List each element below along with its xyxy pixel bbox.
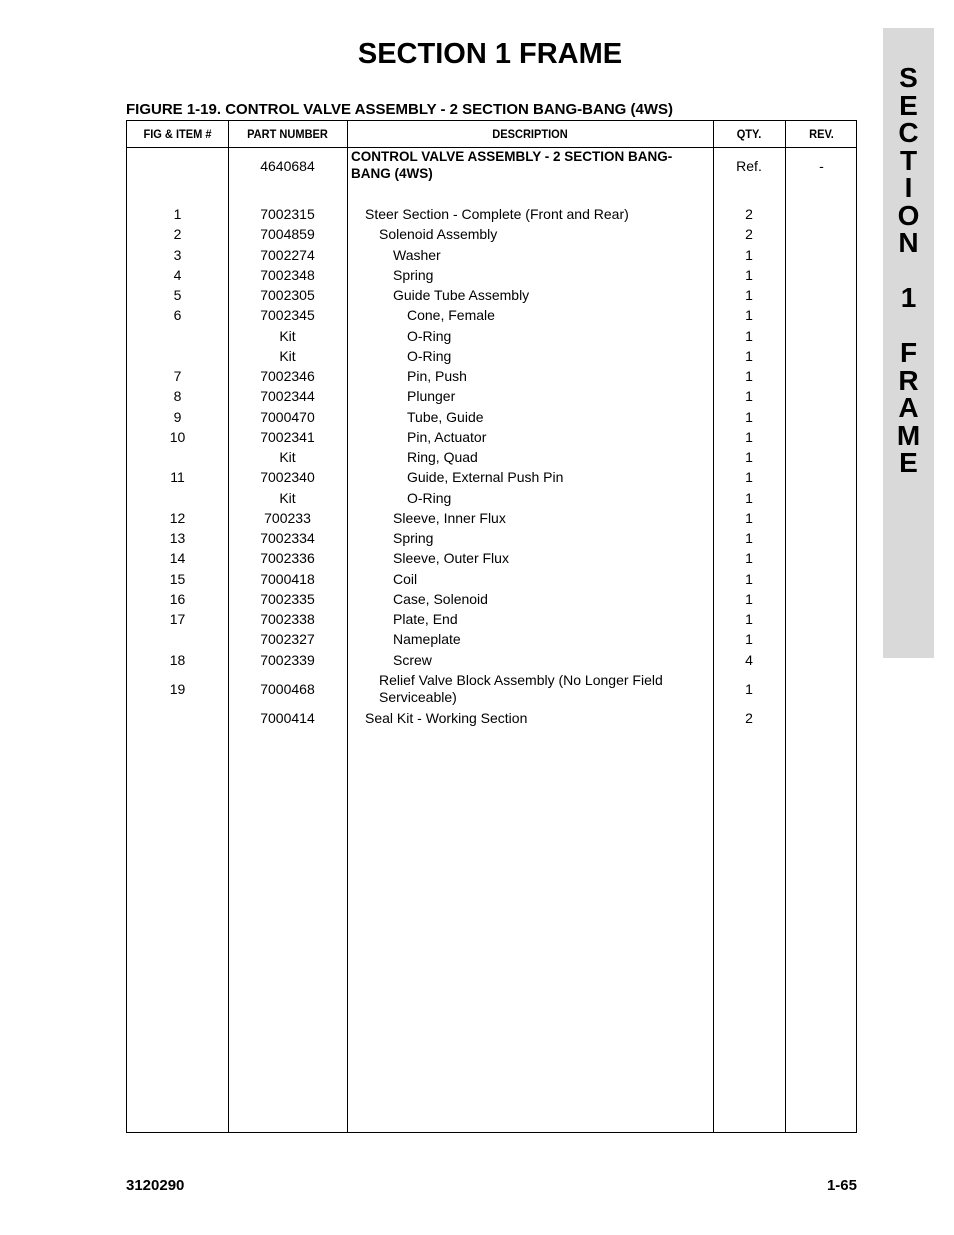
- fig-item-number: 1: [173, 206, 182, 222]
- quantity: 1: [745, 469, 753, 486]
- part-number: 7000414: [260, 710, 315, 726]
- description: Sleeve, Inner Flux: [393, 509, 506, 526]
- part-number: Kit: [279, 489, 296, 506]
- side-tab-letter: O: [897, 199, 920, 231]
- fig-item-number: 19: [169, 681, 186, 697]
- table-row: [127, 287, 856, 307]
- side-tab-letter: [883, 312, 934, 340]
- description: Washer: [393, 246, 441, 263]
- part-number: 700233: [264, 509, 311, 526]
- side-tab-letter: 1: [900, 282, 917, 313]
- part-number: 7002327: [260, 631, 315, 648]
- revision: -: [819, 158, 824, 174]
- part-number: 7002338: [260, 611, 315, 627]
- table-row: [127, 530, 856, 550]
- header-description: DESCRIPTION: [492, 127, 568, 141]
- description-line: Serviceable): [379, 689, 457, 705]
- quantity: 1: [745, 246, 753, 263]
- description: Plunger: [407, 388, 456, 405]
- description: Screw: [393, 651, 432, 668]
- description: Cone, Female: [407, 307, 495, 324]
- part-number: 7002315: [260, 206, 315, 222]
- table-row: [127, 571, 856, 591]
- quantity: 1: [745, 388, 753, 405]
- fig-item-number: 8: [173, 388, 182, 405]
- header-rev: REV.: [809, 127, 834, 141]
- side-tab-letter: F: [899, 337, 918, 368]
- side-tab-letter: I: [904, 172, 913, 203]
- fig-item-number: 14: [169, 550, 186, 567]
- side-tab-letter: S: [899, 62, 918, 93]
- table-row: [127, 710, 856, 730]
- fig-item-number: 11: [170, 469, 185, 486]
- quantity: 1: [745, 408, 753, 425]
- table-row: [127, 348, 856, 368]
- quantity: 1: [745, 347, 753, 364]
- table-row: [127, 328, 856, 348]
- table-row: [127, 307, 856, 327]
- description: O-Ring: [407, 347, 452, 364]
- fig-item-number: 17: [169, 611, 186, 627]
- table-row: [127, 611, 856, 631]
- description: Solenoid Assembly: [379, 226, 498, 243]
- description: Pin, Actuator: [407, 428, 487, 445]
- fig-item-number: 13: [169, 530, 186, 546]
- header-qty: QTY.: [736, 127, 762, 141]
- description: [379, 672, 739, 706]
- quantity: 1: [745, 530, 753, 546]
- description: Tube, Guide: [407, 408, 484, 425]
- table-row: [127, 429, 856, 449]
- description: Spring: [393, 266, 434, 283]
- quantity: 1: [745, 489, 753, 506]
- part-number: 7000468: [260, 681, 315, 697]
- fig-item-number: 18: [169, 651, 186, 668]
- table-row: [127, 631, 856, 651]
- table-row: [127, 469, 856, 489]
- table-row: [127, 368, 856, 388]
- table-row: [127, 449, 856, 469]
- quantity: 1: [745, 449, 753, 465]
- side-tab-letters: [883, 64, 934, 477]
- side-tab-letter: M: [896, 419, 921, 451]
- description: Case, Solenoid: [393, 590, 488, 607]
- description: Steer Section - Complete (Front and Rear): [365, 206, 629, 222]
- document-number: 3120290: [126, 1177, 185, 1194]
- fig-item-number: 7: [173, 368, 182, 384]
- part-number: 4640684: [260, 158, 315, 174]
- part-number: Kit: [279, 347, 296, 364]
- table-row: [127, 409, 856, 429]
- side-tab-letter: N: [898, 227, 919, 258]
- quantity: Ref.: [736, 158, 762, 174]
- description: [351, 148, 711, 182]
- quantity: 4: [745, 651, 753, 668]
- part-number: 7002340: [260, 469, 315, 486]
- quantity: 1: [745, 327, 753, 344]
- fig-item-number: 4: [173, 266, 182, 283]
- part-number: 7002344: [260, 388, 315, 405]
- table-row-main-assembly: [127, 148, 856, 188]
- side-tab-letter: C: [898, 117, 919, 148]
- description: Plate, End: [393, 611, 458, 627]
- part-number: 7002339: [260, 651, 315, 668]
- fig-item-number: 6: [173, 307, 182, 324]
- part-number: Kit: [279, 327, 296, 344]
- quantity: 2: [745, 226, 753, 243]
- fig-item-number: 3: [173, 246, 182, 263]
- quantity: 2: [745, 206, 753, 222]
- description: Sleeve, Outer Flux: [393, 550, 509, 567]
- description: Ring, Quad: [407, 449, 478, 465]
- parts-table: [126, 120, 857, 1133]
- quantity: 1: [745, 570, 753, 587]
- section-title: SECTION 1 FRAME: [357, 38, 623, 70]
- part-number: 7002345: [260, 307, 315, 324]
- description: O-Ring: [407, 489, 452, 506]
- description: Guide, External Push Pin: [407, 469, 564, 486]
- fig-item-number: 15: [169, 570, 186, 587]
- part-number: 7000418: [260, 570, 315, 587]
- part-number: 7002336: [260, 550, 315, 567]
- description: Guide Tube Assembly: [393, 287, 530, 303]
- part-number: 7002274: [260, 246, 315, 263]
- header-part-number: PART NUMBER: [247, 127, 328, 141]
- side-tab-letter: E: [899, 89, 918, 121]
- description: Pin, Push: [407, 368, 467, 384]
- part-number: 7002346: [260, 368, 315, 384]
- side-tab-letter: T: [899, 144, 918, 176]
- quantity: 1: [745, 307, 753, 324]
- table-row: [127, 226, 856, 246]
- table-row: [127, 550, 856, 570]
- side-tab-letter: A: [898, 392, 919, 423]
- description-line: BANG (4WS): [351, 166, 433, 181]
- fig-item-number: 12: [169, 509, 186, 526]
- quantity: 1: [745, 611, 753, 627]
- side-tab-letter: E: [899, 447, 918, 478]
- part-number: 7000470: [260, 408, 315, 425]
- side-tab-letter: [883, 257, 934, 285]
- table-row: [127, 490, 856, 510]
- description-line: Relief Valve Block Assembly (No Longer Field: [379, 672, 663, 688]
- description: O-Ring: [407, 327, 452, 344]
- table-row: [127, 206, 856, 226]
- side-tab-letter: R: [898, 364, 919, 396]
- header-fig-item: FIG & ITEM #: [143, 127, 212, 141]
- part-number: Kit: [279, 449, 296, 465]
- fig-item-number: 16: [169, 590, 186, 607]
- table-row: [127, 510, 856, 530]
- quantity: 1: [745, 590, 753, 607]
- fig-item-number: 9: [173, 408, 182, 425]
- section-side-tab: [883, 28, 934, 658]
- quantity: 2: [745, 710, 753, 726]
- description: Seal Kit - Working Section: [365, 710, 528, 726]
- quantity: 1: [745, 266, 753, 283]
- quantity: 1: [745, 287, 753, 303]
- page-number: 1-65: [826, 1177, 857, 1194]
- quantity: 1: [745, 550, 753, 567]
- description: Spring: [393, 530, 434, 546]
- part-number: 7002334: [260, 530, 315, 546]
- quantity: 1: [745, 631, 753, 648]
- description-line: CONTROL VALVE ASSEMBLY - 2 SECTION BANG-: [351, 149, 673, 164]
- part-number: 7004859: [260, 226, 315, 243]
- part-number: 7002341: [260, 428, 315, 445]
- fig-item-number: 2: [173, 226, 182, 243]
- part-number: 7002335: [260, 590, 315, 607]
- table-row: [127, 591, 856, 611]
- description: Coil: [393, 570, 418, 587]
- part-number: 7002348: [260, 266, 315, 283]
- quantity: 1: [745, 509, 753, 526]
- table-row: [127, 388, 856, 408]
- table-row: [127, 672, 856, 708]
- quantity: 1: [745, 428, 753, 445]
- table-row: [127, 652, 856, 672]
- table-row: [127, 247, 856, 267]
- quantity: 1: [745, 368, 753, 384]
- figure-title: FIGURE 1-19. CONTROL VALVE ASSEMBLY - 2 SECTION BANG-BANG (4WS): [126, 101, 674, 118]
- quantity: 1: [745, 681, 753, 697]
- description: Nameplate: [393, 631, 461, 648]
- fig-item-number: 10: [169, 428, 186, 445]
- table-row: [127, 267, 856, 287]
- fig-item-number: 5: [173, 287, 182, 303]
- part-number: 7002305: [260, 287, 315, 303]
